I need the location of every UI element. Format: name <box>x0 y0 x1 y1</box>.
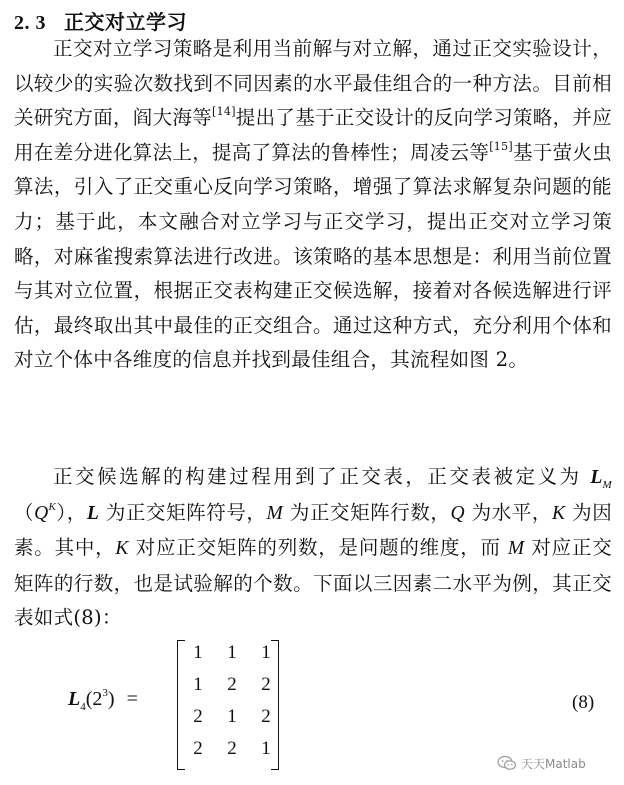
equation-symbol-L: L <box>68 688 81 710</box>
paren-close: ） <box>56 500 67 524</box>
wechat-icon <box>497 755 517 771</box>
paren-open: （ <box>14 500 35 524</box>
matrix-cell: 2 <box>261 706 271 727</box>
symbol-Q-2: Q <box>450 502 465 524</box>
para2-text-1: 正交候选解的构建过程用到了正交表，正交表被定义为 <box>53 465 591 488</box>
matrix-row <box>189 738 275 768</box>
section-number: 2. 3 <box>14 12 46 34</box>
watermark-text: 天天Matlab <box>521 756 586 771</box>
matrix-cell: 2 <box>261 674 271 695</box>
equation-superscript: 3 <box>102 687 108 699</box>
para2-text-5: 为水平， <box>464 500 553 524</box>
equation-open: (2 <box>85 688 103 710</box>
subscript-M: M <box>602 479 612 491</box>
equation-number: (8) <box>572 692 595 713</box>
para2-text-4: 为正交矩阵行数， <box>283 500 451 524</box>
para2-text-8: 对应正交矩阵的行数，也是试验解的个数。下面以三因素二水平为例，其正交表如式(8)： <box>14 536 612 630</box>
matrix-cell: 1 <box>261 642 271 663</box>
matrix-cell: 1 <box>261 738 271 759</box>
matrix-cell: 1 <box>227 642 237 663</box>
para2-text-2: ， <box>66 500 87 524</box>
symbol-K: K <box>552 502 566 524</box>
para2-text-6: 为因素。其中， <box>14 500 613 560</box>
equation-close: ) <box>107 688 115 710</box>
matrix-cell: 1 <box>193 642 203 663</box>
matrix-row <box>189 642 275 672</box>
citation-15[interactable]: [15] <box>489 139 513 153</box>
equation-lhs <box>68 688 138 711</box>
symbol-Q: Q <box>34 502 49 524</box>
watermark <box>497 752 586 774</box>
para2-text-7: 对应正交矩阵的列数，是问题的维度，而 <box>128 536 508 560</box>
para1-text-2: 提出了基于正交设计的反向学习策略，并应用在差分进化算法上，提高了算法的鲁棒性；周凌云等 <box>14 106 612 164</box>
para1-text-1: 正交对立学习策略是利用当前解与对立解，通过正交实验设计，以较少的实验次数找到不同因素的水平最佳组合的一种方法。目前相关研究方面，阎大海等 <box>14 37 612 130</box>
matrix-cell: 2 <box>193 738 203 759</box>
matrix-row <box>189 706 275 736</box>
matrix-cell: 2 <box>227 738 237 759</box>
matrix-cell: 2 <box>227 674 237 695</box>
symbol-L-2: L <box>86 502 100 524</box>
matrix-row <box>189 674 275 704</box>
matrix-cell: 1 <box>193 674 203 695</box>
section-heading <box>14 6 187 35</box>
matrix-left-bracket <box>177 640 185 770</box>
equation-subscript: 4 <box>80 701 86 713</box>
para1-text-3: 基于萤火虫算法，引入了正交重心反向学习策略，增强了算法求解复杂问题的能力；基于此，本文融合对立学习与正交学习，提出正交对立学习策略，对麻雀搜索算法进行改进。该策略的基本思想是：利用当前位置与其对立位置，根据正交表构建正交候选解，接着对各候选解进行评估，最终取出其中最佳的正交组合。通过这种方式，充分利用个体和对立个体中各维度的信息并找到最佳组合，其流程如图 2。 <box>14 140 612 372</box>
paragraph-intro <box>14 32 612 378</box>
para2-text-3: 为正交矩阵符号， <box>99 500 267 524</box>
matrix-cell: 2 <box>193 706 203 727</box>
section-title: 正交对立学习 <box>64 10 187 34</box>
orthogonal-matrix <box>177 640 279 768</box>
matrix-cell: 1 <box>227 706 237 727</box>
symbol-K-2: K <box>115 538 129 560</box>
superscript-K: K <box>48 500 57 513</box>
equals-sign: = <box>126 688 138 710</box>
symbol-L: L <box>590 467 603 488</box>
symbol-M-2: M <box>507 538 525 560</box>
citation-14[interactable]: [14] <box>212 105 236 119</box>
symbol-M: M <box>266 502 284 524</box>
paragraph-orthogonal-table <box>14 460 612 636</box>
